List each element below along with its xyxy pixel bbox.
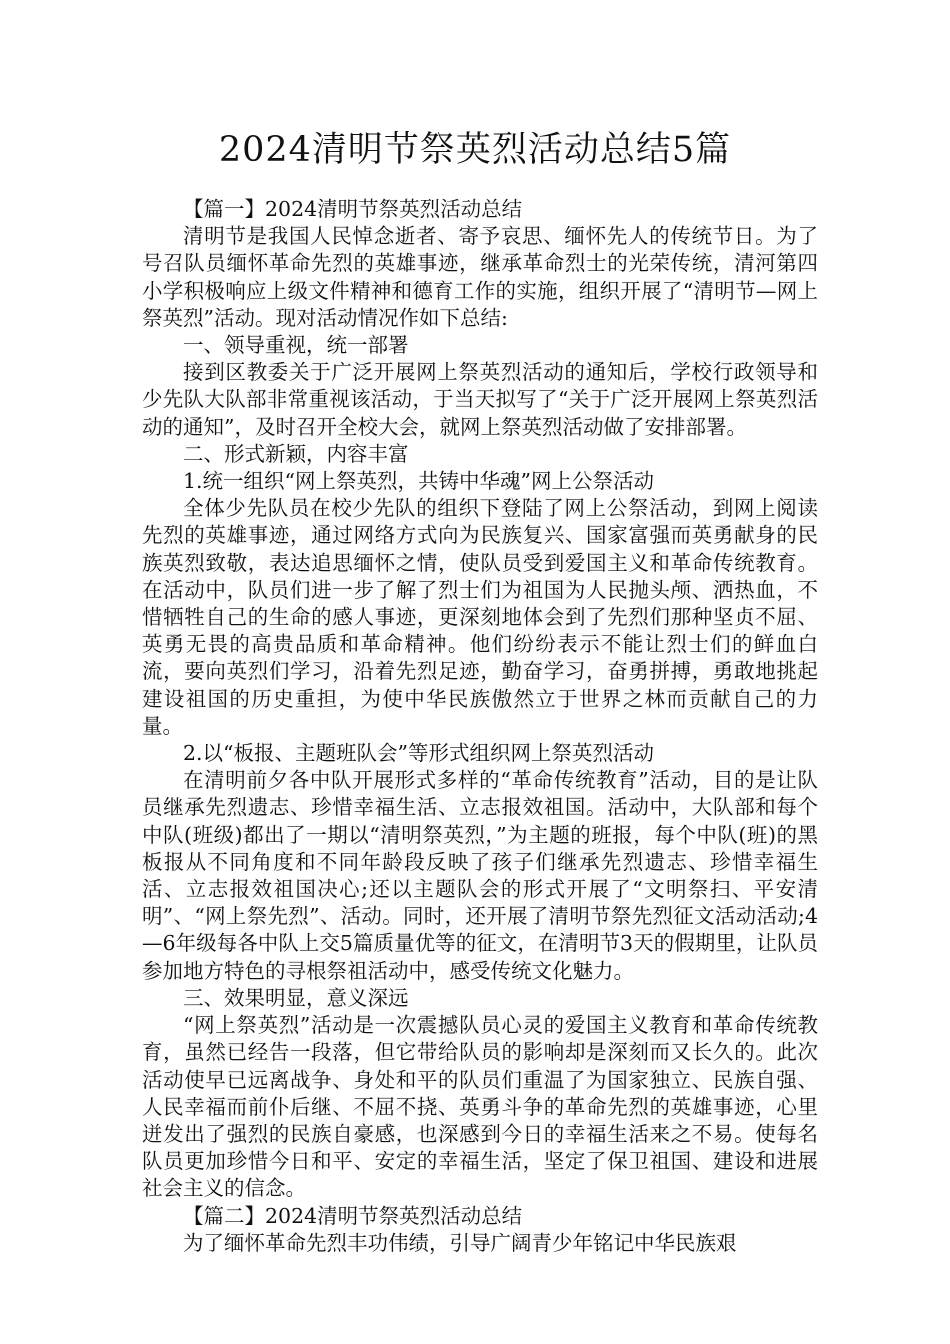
online-memorial-paragraph: 全体少先队员在校少先队的组织下登陆了网上公祭活动，到网上阅读先烈的英雄事迹，通过网络方式向为民族复兴、国家富强而英勇献身的民族英烈致敬，表达追思缅怀之情，使队员受到爱国主义和革命传统教育。在活动中，队员们进一步了解了烈士们为祖国为人民抛头颅、洒热血，不惜牺牲自己的生命的感人事迹，更深刻地体会到了先烈们那种坚贞不屈、英勇无畏的高贵品质和革命精神。他们纷纷表示不能让烈士们的鲜血白流，要向英烈们学习，沿着先烈足迹，勤奋学习，奋勇拼搏，勇敢地挑起建设祖国的历史重担，为使中华民族傲然立于世界之林而贡献自己的力量。 (142, 496, 818, 738)
subheading-forms: 二、形式新颖，内容丰富 (183, 441, 409, 466)
effects-paragraph: “网上祭英烈”活动是一次震撼队员心灵的爱国主义教育和革命传统教育，虽然已经告一段落，但它带给队员的影响却是深刻而又长久的。此次活动使早已远离战争、身处和平的队员们重温了为国家独立、民族自强、人民幸福而前仆后继、不屈不挠、英勇斗争的革命先烈的英雄事迹，心里迸发出了强烈的民族自豪感，也深感到今日的幸福生活来之不易。使每名队员更加珍惜今日和平、安定的幸福生活，坚定了保卫祖国、建设和进展社会主义的信念。 (142, 1013, 818, 1201)
section-heading-part-one: 【篇一】2024清明节祭英烈活动总结 (183, 197, 523, 221)
item-online-memorial: 1.统一组织“网上祭英烈，共铸中华魂”网上公祭活动 (183, 469, 655, 494)
document-title: 2024清明节祭英烈活动总结5篇 (218, 130, 732, 170)
section-heading-part-two: 【篇二】2024清明节祭英烈活动总结 (183, 1203, 523, 1228)
intro-paragraph: 清明节是我国人民悼念逝者、寄予哀思、缅怀先人的传统节日。为了号召队员缅怀革命先烈的英雄事迹，继承革命烈士的光荣传统，清河第四小学积极响应上级文件精神和德育工作的实施，组织开展了“清明节—网上祭英烈”活动。现对活动情况作如下总结: (142, 224, 818, 330)
subheading-leadership: 一、领导重视，统一部署 (183, 333, 409, 358)
blackboard-meetings-paragraph: 在清明前夕各中队开展形式多样的“革命传统教育”活动，目的是让队员继承先烈遗志、珍惜幸福生活、立志报效祖国。活动中，大队部和每个中队(班级)都出了一期以“清明祭英烈，”为主题的班报，每个中队(班)的黑板报从不同角度和不同年龄段反映了孩子们继承先烈遗志、珍惜幸福生活、立志报效祖国决心;还以主题队会的形式开展了“文明祭扫、平安清明”、“网上祭先烈”、活动。同时，还开展了清明节祭先烈征文活动活动;4—6年级每各中队上交5篇质量优等的征文，在清明节3天的假期里，让队员参加地方特色的寻根祭祖活动中，感受传统文化魅力。 (142, 768, 818, 983)
subheading-effects: 三、效果明显，意义深远 (183, 985, 409, 1010)
document-body (142, 196, 818, 1257)
part-two-paragraph: 为了缅怀革命先烈丰功伟绩，引导广阔青少年铭记中华民族艰 (183, 1230, 737, 1255)
item-blackboard-meetings: 2.以“板报、主题班队会”等形式组织网上祭英烈活动 (183, 741, 655, 766)
leadership-paragraph: 接到区教委关于广泛开展网上祭英烈活动的通知后，学校行政领导和少先队大队部非常重视该活动，于当天拟写了“关于广泛开展网上祭英烈活动的通知”，及时召开全校大会，就网上祭英烈活动做了安排部署。 (142, 360, 818, 439)
